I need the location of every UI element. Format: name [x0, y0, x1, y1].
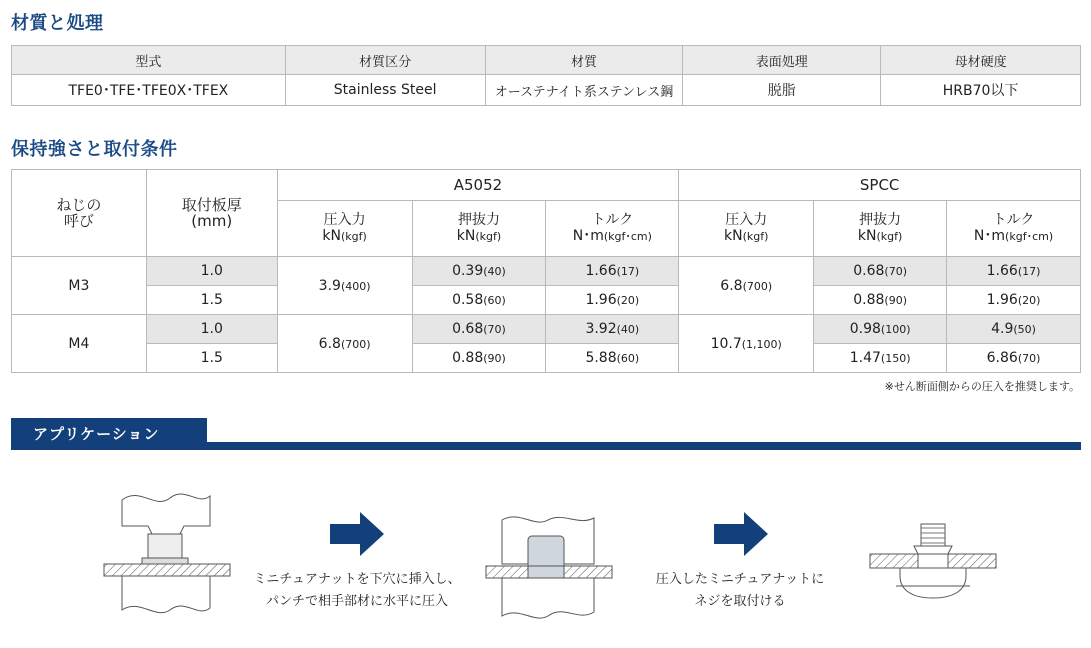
metric-name: 押抜力	[457, 212, 500, 228]
header-thread-size: ねじの 呼び	[12, 170, 147, 257]
value-main: 4.9	[991, 321, 1014, 337]
metric-header	[947, 201, 1081, 257]
value-kgf: (70)	[1017, 352, 1041, 365]
application-header	[11, 418, 1081, 450]
metric-header	[412, 201, 546, 257]
value-kgf: (20)	[1017, 294, 1041, 307]
cell-base-hardness: HRB70以下	[881, 75, 1081, 106]
metric-unit: N･m	[973, 228, 1006, 244]
press-fit-note: ※せん断面側からの圧入を推奨します。	[884, 380, 1080, 393]
metric-unit: kN	[456, 228, 476, 244]
step2-caption-line: 圧入したミニチュアナットに	[655, 572, 825, 587]
value-main: 0.88	[853, 292, 885, 308]
metric-unit: N･m	[572, 228, 604, 244]
metric-name: トルク	[992, 212, 1035, 228]
step2-caption	[640, 569, 840, 613]
value-main: 0.68	[853, 263, 885, 279]
cell-value	[947, 286, 1081, 315]
value-kgf: (17)	[1017, 265, 1041, 278]
value-main: 0.98	[849, 321, 881, 337]
value-main: 3.9	[318, 277, 341, 294]
step2-caption-line: ネジを取付ける	[694, 594, 786, 609]
cell-value	[546, 315, 679, 344]
metric-header	[679, 201, 814, 257]
group-a5052: A5052	[277, 170, 679, 201]
metric-unit: kN	[322, 228, 341, 244]
cell-value	[679, 315, 814, 373]
table-row	[12, 257, 1081, 286]
header-surface-treatment: 表面処理	[683, 46, 881, 75]
retention-section-title: 保持強さと取付条件	[11, 139, 178, 160]
table-row	[12, 315, 1081, 344]
nut-pressed-illustration	[482, 512, 617, 624]
metric-name: 圧入力	[725, 212, 768, 228]
material-section-title: 材質と処理	[11, 13, 104, 34]
cell-material: オーステナイト系ステンレス鋼	[485, 75, 683, 106]
retention-table	[11, 169, 1081, 373]
metric-header	[277, 201, 412, 257]
value-main: 0.39	[452, 263, 484, 279]
cell-thread: M4	[12, 315, 147, 373]
cell-value	[546, 344, 679, 373]
metric-subunit: (kgf)	[340, 230, 367, 243]
metric-subunit: (kgf)	[742, 230, 769, 243]
group-spcc: SPCC	[679, 170, 1081, 201]
value-kgf: (40)	[483, 265, 506, 278]
cell-value	[947, 344, 1081, 373]
cell-plate: 1.0	[146, 315, 277, 344]
cell-thread: M3	[12, 257, 147, 315]
cell-plate: 1.5	[146, 286, 277, 315]
value-kgf: (100)	[880, 323, 911, 336]
value-kgf: (50)	[1013, 323, 1036, 336]
cell-value	[814, 315, 947, 344]
value-kgf: (20)	[616, 294, 640, 307]
step1-caption-line: ミニチュアナットを下穴に挿入し、	[253, 572, 461, 587]
value-kgf: (700)	[340, 337, 371, 351]
value-main: 5.88	[585, 350, 617, 366]
header-material: 材質	[485, 46, 683, 75]
metric-header	[814, 201, 947, 257]
step1-caption	[248, 569, 466, 613]
cell-value	[412, 286, 546, 315]
value-kgf: (1,100)	[741, 337, 782, 351]
header-material-class: 材質区分	[285, 46, 485, 75]
cell-surface-treatment: 脱脂	[683, 75, 881, 106]
metric-subunit: (kgf)	[475, 230, 502, 243]
value-main: 1.96	[585, 292, 617, 308]
metric-name: 押抜力	[859, 212, 902, 228]
value-main: 1.66	[585, 263, 617, 279]
metric-header	[546, 201, 679, 257]
value-main: 6.86	[986, 350, 1018, 366]
metric-unit: kN	[857, 228, 877, 244]
punch-insertion-illustration	[100, 486, 235, 621]
step1-caption-line: パンチで相手部材に水平に圧入	[265, 594, 448, 609]
metric-subunit: (kgf･cm)	[603, 230, 652, 243]
value-main: 0.58	[452, 292, 484, 308]
cell-value	[814, 257, 947, 286]
value-kgf: (60)	[483, 294, 506, 307]
value-kgf: (150)	[880, 352, 911, 365]
cell-value	[814, 344, 947, 373]
value-kgf: (70)	[884, 265, 907, 278]
metric-subunit: (kgf)	[876, 230, 903, 243]
cell-value	[277, 257, 412, 315]
cell-value	[277, 315, 412, 373]
cell-value	[814, 286, 947, 315]
metric-unit: kN	[724, 228, 743, 244]
value-main: 1.47	[849, 350, 881, 366]
cell-value	[947, 315, 1081, 344]
cell-value	[546, 257, 679, 286]
header-model: 型式	[12, 46, 286, 75]
screw-fastened-illustration	[866, 518, 1000, 604]
right-arrow-icon	[714, 512, 770, 556]
cell-plate: 1.5	[146, 344, 277, 373]
header-base-hardness: 母材硬度	[881, 46, 1081, 75]
material-table	[11, 45, 1081, 106]
value-main: 6.8	[318, 335, 341, 352]
value-main: 3.92	[585, 321, 617, 337]
value-main: 1.66	[986, 263, 1018, 279]
metric-subunit: (kgf･cm)	[1005, 230, 1054, 243]
value-kgf: (60)	[616, 352, 640, 365]
application-title: アプリケーション	[11, 418, 207, 450]
value-main: 6.8	[720, 277, 743, 294]
table-row	[12, 286, 1081, 315]
value-kgf: (400)	[340, 279, 371, 293]
table-row	[12, 344, 1081, 373]
cell-plate: 1.0	[146, 257, 277, 286]
cell-value	[412, 344, 546, 373]
value-kgf: (90)	[483, 352, 506, 365]
cell-material-class: Stainless Steel	[285, 75, 485, 106]
header-rule	[207, 442, 1081, 450]
value-kgf: (90)	[884, 294, 907, 307]
right-arrow-icon	[330, 512, 386, 556]
value-kgf: (70)	[483, 323, 506, 336]
header-plate-thickness: 取付板厚 (mm)	[146, 170, 277, 257]
cell-model: TFE0･TFE･TFE0X･TFEX	[12, 75, 286, 106]
value-kgf: (40)	[616, 323, 640, 336]
value-main: 0.88	[452, 350, 484, 366]
value-kgf: (17)	[616, 265, 640, 278]
metric-name: トルク	[591, 212, 634, 228]
value-main: 0.68	[452, 321, 484, 337]
cell-value	[412, 315, 546, 344]
value-kgf: (700)	[742, 279, 773, 293]
cell-value	[679, 257, 814, 315]
value-main: 1.96	[986, 292, 1018, 308]
cell-value	[412, 257, 546, 286]
cell-value	[546, 286, 679, 315]
cell-value	[947, 257, 1081, 286]
value-main: 10.7	[710, 335, 742, 352]
metric-name: 圧入力	[323, 212, 366, 228]
